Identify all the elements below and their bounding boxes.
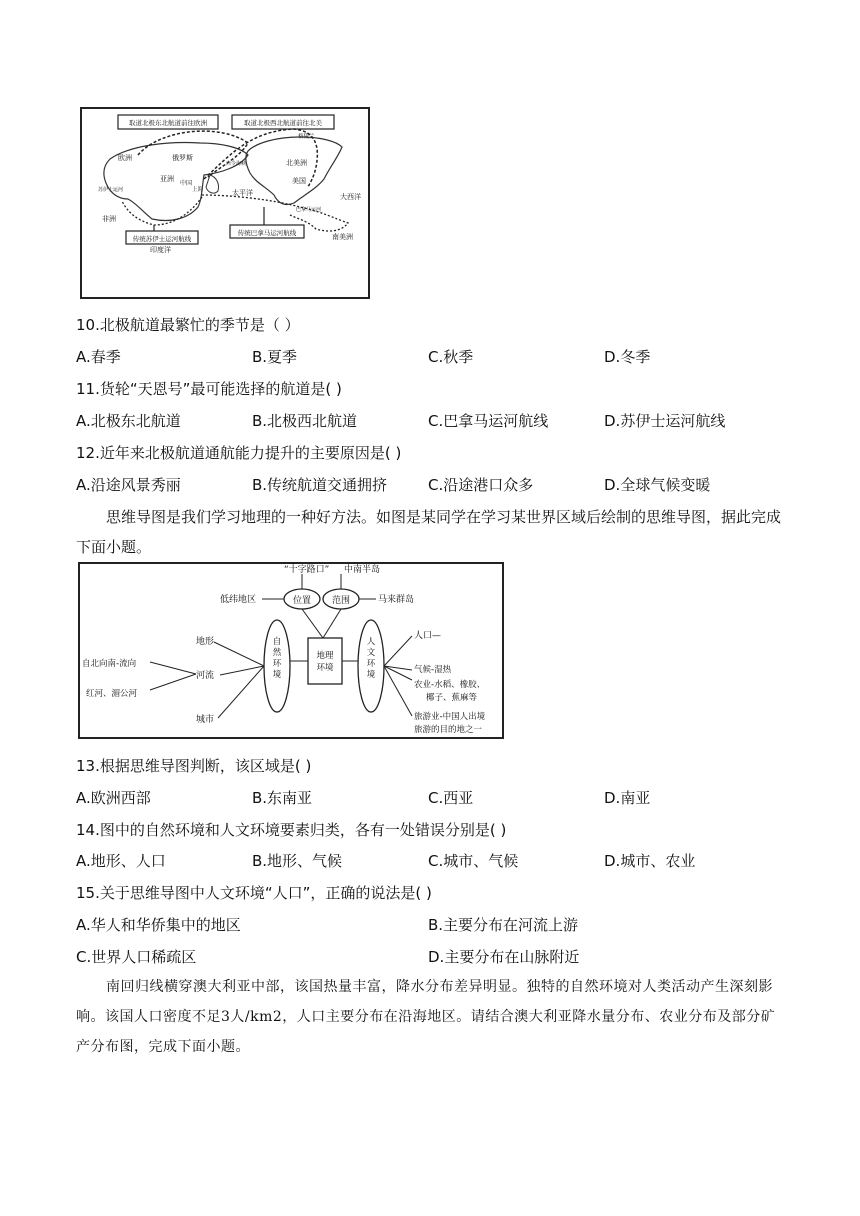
shanghai-label: 上海 — [192, 187, 204, 193]
q10-stem: 10.北极航道最繁忙的季节是（ ） — [76, 316, 300, 334]
suez-canal-label: 苏伊士运河 — [98, 187, 124, 193]
malay-label: 马来群岛 — [378, 595, 415, 605]
suez-route-label: 传统苏伊士运河航线 — [132, 235, 192, 243]
flow-direction-label: 自北向南-流向 — [82, 659, 137, 669]
human-env-node: 人文环境 — [366, 637, 376, 680]
panama-canal-label: 巴拿马运河 — [296, 207, 322, 213]
bering-strait-label: 白令海峡 — [226, 161, 247, 167]
q11-option-a[interactable]: A.北极东北航道 — [76, 412, 181, 430]
q12-option-b[interactable]: B.传统航道交通拥挤 — [252, 476, 388, 494]
q12-option-d[interactable]: D.全球气候变暖 — [604, 476, 711, 494]
q10-option-d[interactable]: D.冬季 — [604, 348, 651, 366]
scope-node: 范围 — [331, 596, 351, 606]
north-america-label: 北美洲 — [286, 159, 307, 167]
q12-option-c[interactable]: C.沿途港口众多 — [428, 476, 534, 494]
position-node: 位置 — [292, 596, 312, 606]
asia-label: 亚洲 — [160, 175, 174, 183]
terrain-label: 地形 — [196, 637, 215, 647]
q14-option-a[interactable]: A.地形、人口 — [76, 852, 166, 870]
agriculture-label-1: 农业-水稻、橡胶、 — [414, 680, 486, 690]
q14-option-d[interactable]: D.城市、农业 — [604, 852, 696, 870]
q15-option-a[interactable]: A.华人和华侨集中的地区 — [76, 916, 241, 934]
russia-label: 俄罗斯 — [172, 154, 193, 162]
low-latitude-label: 低纬地区 — [220, 595, 257, 605]
usa-label: 美国 — [292, 177, 306, 185]
panama-route-label: 传统巴拿马运河航线 — [237, 229, 297, 237]
q10-option-a[interactable]: A.春季 — [76, 348, 121, 366]
q15-option-d[interactable]: D.主要分布在山脉附近 — [428, 948, 580, 966]
china-label: 中国 — [180, 180, 193, 187]
q11-option-d[interactable]: D.苏伊士运河航线 — [604, 412, 726, 430]
q14-option-c[interactable]: C.城市、气候 — [428, 852, 519, 870]
q10-option-b[interactable]: B.夏季 — [252, 348, 298, 366]
crossroads-label: “十字路口” — [284, 565, 330, 575]
q11-stem: 11.货轮“天恩号”最可能选择的航道是( ) — [76, 380, 342, 398]
q13-option-a[interactable]: A.欧洲西部 — [76, 789, 151, 807]
q13-option-b[interactable]: B.东南亚 — [252, 789, 313, 807]
south-america-label: 南美洲 — [332, 233, 353, 241]
tourism-label-2: 旅游的目的地之一 — [414, 725, 483, 735]
mindmap-figure — [78, 560, 504, 740]
pacific-label: 太平洋 — [232, 189, 253, 197]
atlantic-label: 大西洋 — [340, 193, 361, 201]
q12-option-a[interactable]: A.沿途风景秀丽 — [76, 476, 181, 494]
geo-env-node: 地理环境 — [316, 651, 334, 673]
africa-label: 非洲 — [102, 215, 116, 223]
natural-env-node: 自然环境 — [272, 637, 282, 680]
climate-label: 气候-湿热 — [414, 665, 452, 675]
q14-option-b[interactable]: B.地形、气候 — [252, 852, 343, 870]
ne-route-label: 取道北极东北航道前往欧洲 — [129, 119, 207, 127]
indochina-label: 中南半岛 — [344, 565, 381, 575]
q13-stem: 13.根据思维导图判断，该区域是( ) — [76, 757, 312, 775]
tourism-label-1: 旅游业-中国人出境 — [414, 712, 486, 722]
q15-stem: 15.关于思维导图中人文环境“人口”，正确的说法是( ) — [76, 884, 432, 902]
rivers-label: 河流 — [196, 671, 215, 681]
q10-option-c[interactable]: C.秋季 — [428, 348, 474, 366]
greenland-label: 格陵兰 — [298, 134, 315, 140]
indian-ocean-label: 印度洋 — [150, 246, 171, 254]
australia-intro: 南回归线横穿澳大利亚中部，该国热量丰富，降水分布差异明显。独特的自然环境对人类活动产生深刻影响。该国人口密度不足3人/km2，人口主要分布在沿海地区。请结合澳大利亚降水量分布、农业分布及部分矿产分布图，完成下面小题。 — [76, 979, 776, 1055]
q15-option-b[interactable]: B.主要分布在河流上游 — [428, 916, 579, 934]
cities-label: 城市 — [196, 715, 215, 725]
europe-label: 欧洲 — [118, 154, 132, 162]
arctic-route-map — [80, 107, 370, 299]
mindmap-intro: 思维导图是我们学习地理的一种好方法。如图是某同学在学习某世界区域后绘制的思维导图，据此完成下面小题。 — [76, 508, 782, 556]
nw-route-label: 取道北极西北航道前往北美 — [244, 119, 322, 127]
q11-option-b[interactable]: B.北极西北航道 — [252, 412, 358, 430]
q13-option-c[interactable]: C.西亚 — [428, 789, 474, 807]
q13-option-d[interactable]: D.南亚 — [604, 789, 651, 807]
agriculture-label-2: 椰子、蕉麻等 — [426, 693, 478, 703]
red-mekong-label: 红河、湄公河 — [86, 689, 138, 699]
q15-option-c[interactable]: C.世界人口稀疏区 — [76, 948, 197, 966]
q11-option-c[interactable]: C.巴拿马运河航线 — [428, 412, 549, 430]
q14-stem: 14.图中的自然环境和人文环境要素归类，各有一处错误分别是( ) — [76, 821, 507, 839]
q12-stem: 12.近年来北极航道通航能力提升的主要原因是( ) — [76, 444, 402, 462]
population-label: 人口— — [414, 631, 442, 641]
